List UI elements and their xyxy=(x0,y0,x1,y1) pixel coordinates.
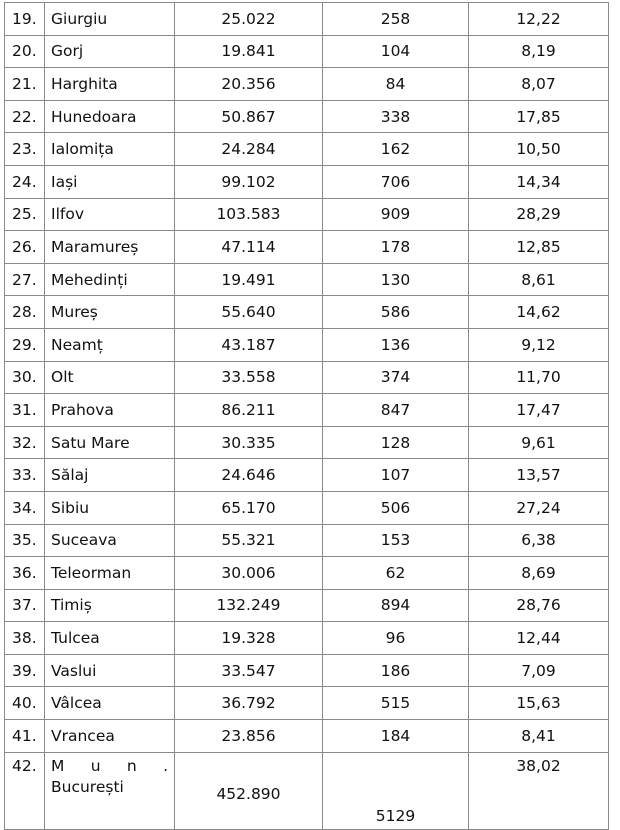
cell-value-a: 19.328 xyxy=(175,622,323,655)
county-name: Suceava xyxy=(45,524,175,557)
cell-value-b: 104 xyxy=(323,35,469,68)
county-name xyxy=(45,752,175,829)
table-row xyxy=(5,622,609,655)
row-number: 41. xyxy=(5,720,45,753)
cell-value-b: 130 xyxy=(323,263,469,296)
cell-value-a: 19.841 xyxy=(175,35,323,68)
county-name: Vâlcea xyxy=(45,687,175,720)
cell-value-a: 99.102 xyxy=(175,165,323,198)
row-number: 37. xyxy=(5,589,45,622)
cell-value-a: 55.321 xyxy=(175,524,323,557)
row-number: 29. xyxy=(5,328,45,361)
cell-value-b: 338 xyxy=(323,100,469,133)
table-row xyxy=(5,459,609,492)
cell-value-a: 36.792 xyxy=(175,687,323,720)
cell-value-c: 17,47 xyxy=(469,394,609,427)
county-name: Harghita xyxy=(45,68,175,101)
county-name: Neamț xyxy=(45,328,175,361)
table-row xyxy=(5,35,609,68)
cell-value-c: 17,85 xyxy=(469,100,609,133)
county-name: Vaslui xyxy=(45,654,175,687)
cell-value-a: 65.170 xyxy=(175,491,323,524)
cell-value-b: 184 xyxy=(323,720,469,753)
cell-value-a: 30.335 xyxy=(175,426,323,459)
row-number: 26. xyxy=(5,231,45,264)
row-number: 21. xyxy=(5,68,45,101)
cell-value-b: 506 xyxy=(323,491,469,524)
table-row xyxy=(5,133,609,166)
cell-value-c: 8,69 xyxy=(469,557,609,590)
cell-value-b: 128 xyxy=(323,426,469,459)
row-number: 39. xyxy=(5,654,45,687)
county-name: Mureș xyxy=(45,296,175,329)
cell-value-c: 12,85 xyxy=(469,231,609,264)
row-number: 40. xyxy=(5,687,45,720)
cell-value-c: 12,22 xyxy=(469,3,609,36)
cell-value-b: 258 xyxy=(323,3,469,36)
county-name: Vrancea xyxy=(45,720,175,753)
county-name: Teleorman xyxy=(45,557,175,590)
cell-value-a: 24.646 xyxy=(175,459,323,492)
row-number: 27. xyxy=(5,263,45,296)
cell-value-c: 15,63 xyxy=(469,687,609,720)
county-name: Mehedinți xyxy=(45,263,175,296)
cell-value-b: 162 xyxy=(323,133,469,166)
table-row xyxy=(5,394,609,427)
cell-value-c: 9,61 xyxy=(469,426,609,459)
cell-value-c: 14,62 xyxy=(469,296,609,329)
cell-value-b: 909 xyxy=(323,198,469,231)
cell-value-b: 186 xyxy=(323,654,469,687)
county-name: Ilfov xyxy=(45,198,175,231)
county-name: Gorj xyxy=(45,35,175,68)
county-name: Sălaj xyxy=(45,459,175,492)
cell-value-b: 706 xyxy=(323,165,469,198)
row-number: 36. xyxy=(5,557,45,590)
row-number: 19. xyxy=(5,3,45,36)
cell-value-a: 19.491 xyxy=(175,263,323,296)
cell-value-a: 55.640 xyxy=(175,296,323,329)
cell-value-a: 23.856 xyxy=(175,720,323,753)
county-name: Iași xyxy=(45,165,175,198)
cell-value-c: 6,38 xyxy=(469,524,609,557)
row-number: 23. xyxy=(5,133,45,166)
table-row xyxy=(5,263,609,296)
document-page xyxy=(4,2,609,830)
table-row xyxy=(5,198,609,231)
mun-letter: u xyxy=(90,756,101,775)
county-name: Prahova xyxy=(45,394,175,427)
table-row xyxy=(5,720,609,753)
county-table xyxy=(4,2,609,830)
row-number: 25. xyxy=(5,198,45,231)
cell-value-b: 847 xyxy=(323,394,469,427)
municipality-prefix xyxy=(51,757,174,775)
mun-letter: . xyxy=(163,756,168,775)
cell-value-a: 25.022 xyxy=(175,3,323,36)
table-body xyxy=(5,3,609,830)
cell-value-b: 178 xyxy=(323,231,469,264)
row-number: 24. xyxy=(5,165,45,198)
cell-value-b: 107 xyxy=(323,459,469,492)
cell-value-c: 28,29 xyxy=(469,198,609,231)
cell-value-b: 153 xyxy=(323,524,469,557)
cell-value-c: 27,24 xyxy=(469,491,609,524)
table-row xyxy=(5,100,609,133)
row-number: 22. xyxy=(5,100,45,133)
cell-value-b: 374 xyxy=(323,361,469,394)
cell-value-a: 47.114 xyxy=(175,231,323,264)
row-number: 38. xyxy=(5,622,45,655)
row-number: 32. xyxy=(5,426,45,459)
county-name: Satu Mare xyxy=(45,426,175,459)
cell-value-b: 62 xyxy=(323,557,469,590)
table-row xyxy=(5,231,609,264)
cell-value-a: 33.558 xyxy=(175,361,323,394)
row-number: 28. xyxy=(5,296,45,329)
cell-value-c: 7,09 xyxy=(469,654,609,687)
table-row xyxy=(5,68,609,101)
cell-value-b: 84 xyxy=(323,68,469,101)
cell-value-b: 96 xyxy=(323,622,469,655)
cell-value-a: 43.187 xyxy=(175,328,323,361)
mun-letter: n xyxy=(126,756,137,775)
cell-value-c: 8,07 xyxy=(469,68,609,101)
cell-value-b: 515 xyxy=(323,687,469,720)
cell-value-a: 132.249 xyxy=(175,589,323,622)
cell-value-c: 8,19 xyxy=(469,35,609,68)
county-name: Sibiu xyxy=(45,491,175,524)
cell-value-a: 452.890 xyxy=(175,752,323,829)
row-number: 30. xyxy=(5,361,45,394)
cell-value-c: 8,61 xyxy=(469,263,609,296)
table-row xyxy=(5,589,609,622)
cell-value-a: 86.211 xyxy=(175,394,323,427)
table-row-bucuresti xyxy=(5,752,609,829)
cell-value-c: 12,44 xyxy=(469,622,609,655)
row-number: 20. xyxy=(5,35,45,68)
table-row xyxy=(5,687,609,720)
table-row xyxy=(5,328,609,361)
cell-value-c: 10,50 xyxy=(469,133,609,166)
cell-value-c: 11,70 xyxy=(469,361,609,394)
cell-value-b: 894 xyxy=(323,589,469,622)
cell-value-b: 586 xyxy=(323,296,469,329)
row-number: 34. xyxy=(5,491,45,524)
county-name: Giurgiu xyxy=(45,3,175,36)
table-row xyxy=(5,296,609,329)
cell-value-a: 24.284 xyxy=(175,133,323,166)
table-row xyxy=(5,524,609,557)
cell-value-a: 30.006 xyxy=(175,557,323,590)
table-row xyxy=(5,165,609,198)
table-row xyxy=(5,557,609,590)
cell-value-b: 136 xyxy=(323,328,469,361)
cell-value-a: 50.867 xyxy=(175,100,323,133)
city-name: București xyxy=(51,777,124,796)
table-row xyxy=(5,3,609,36)
row-number: 33. xyxy=(5,459,45,492)
cell-value-c: 38,02 xyxy=(469,752,609,829)
county-name: Olt xyxy=(45,361,175,394)
row-number: 42. xyxy=(5,752,45,829)
cell-value-c: 8,41 xyxy=(469,720,609,753)
table-row xyxy=(5,426,609,459)
table-row xyxy=(5,491,609,524)
cell-value-a: 103.583 xyxy=(175,198,323,231)
county-name: Hunedoara xyxy=(45,100,175,133)
county-name: Maramureș xyxy=(45,231,175,264)
cell-value-c: 28,76 xyxy=(469,589,609,622)
cell-value-c: 13,57 xyxy=(469,459,609,492)
mun-letter: M xyxy=(51,756,65,775)
cell-value-a: 33.547 xyxy=(175,654,323,687)
county-name: Tulcea xyxy=(45,622,175,655)
county-name: Timiș xyxy=(45,589,175,622)
table-row xyxy=(5,361,609,394)
cell-value-c: 9,12 xyxy=(469,328,609,361)
cell-value-c: 14,34 xyxy=(469,165,609,198)
cell-value-a: 20.356 xyxy=(175,68,323,101)
cell-value-b: 5129 xyxy=(323,752,469,829)
row-number: 35. xyxy=(5,524,45,557)
row-number: 31. xyxy=(5,394,45,427)
table-row xyxy=(5,654,609,687)
county-name: Ialomița xyxy=(45,133,175,166)
